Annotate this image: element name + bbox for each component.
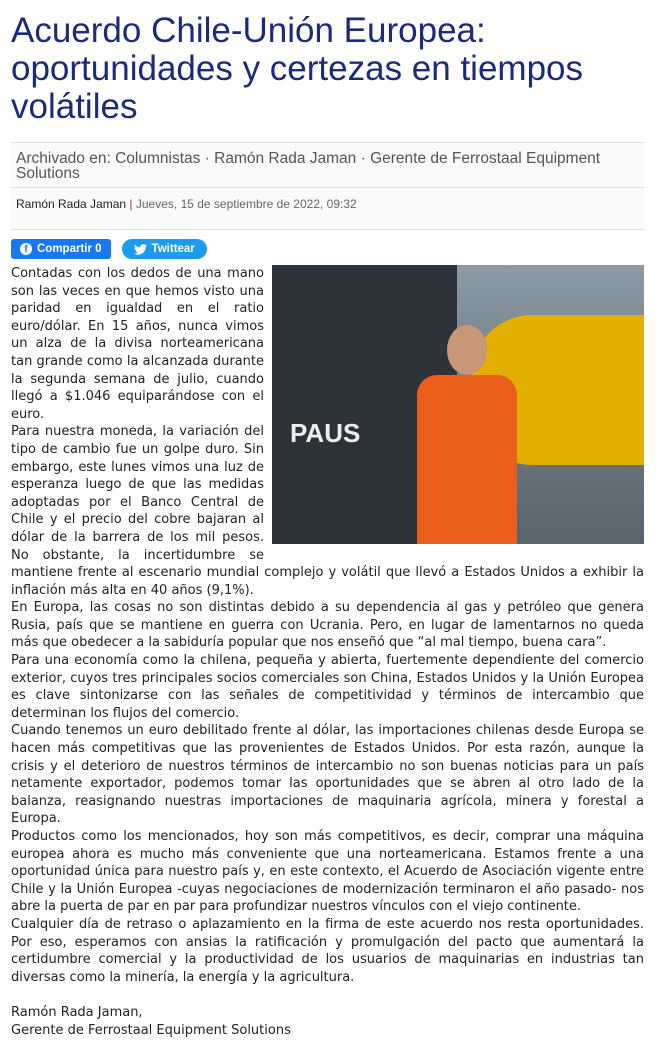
- signature-name: Ramón Rada Jaman,: [11, 1005, 143, 1021]
- paragraph: Para una economía como la chilena, pequeña y abierta, fuertemente dependiente del comercio exterior, cuyos tres principales socios comerciales son China, Estados Unidos y la Unión Europea es clave sintonizarse con las señales de competitividad y términos de intercambio que determinan los flujos del comercio.: [11, 653, 644, 721]
- facebook-share-button[interactable]: [11, 239, 111, 259]
- twitter-share-label: Twittear: [151, 243, 195, 255]
- facebook-icon: f: [20, 243, 32, 255]
- signature: [11, 1004, 644, 1039]
- page-title: Acuerdo Chile-Unión Europea: oportunidades y certezas en tiempos volátiles: [11, 11, 583, 126]
- twitter-bird-icon: [134, 244, 147, 255]
- share-bar: [11, 230, 644, 265]
- paragraph: Contadas con los dedos de una mano son las veces en que hemos visto una paridad en igualdad en el ratio euro/dólar. En 15 años, nunca vimos un alza de la divisa norteamericana tan grande como la alcanzada durante la segunda semana de julio, cuando llegó a $1.046 equiparándose con el euro.: [11, 266, 264, 422]
- person-figure: [412, 325, 522, 544]
- author-link[interactable]: Ramón Rada Jaman: [16, 197, 127, 211]
- paragraph: En Europa, las cosas no son distintas debido a su dependencia al gas y petróleo que genera Rusia, país que se mantiene en guerra con Ucrania. Pero, en lugar de lamentarnos no queda más que obedecer a la sabiduría popular que nos enseñó que “al mal tiempo, buena cara”.: [11, 600, 644, 651]
- signature-role: Gerente de Ferrostaal Equipment Solutions: [11, 1022, 291, 1038]
- article-photo: [272, 265, 644, 544]
- byline-separator: |: [129, 197, 133, 211]
- paragraph: Cualquier día de retraso o aplazamiento en la firma de este acuerdo nos resta oportunidades. Por eso, esperamos con ansias la ratificación y promulgación del pacto que aumentará la certidumbre comercial y la productividad de los usuarios de maquinarias en industrias tan diversas como la minería, la energía y la agricultura.: [11, 916, 644, 985]
- publish-date: Jueves, 15 de septiembre de 2022, 09:32: [135, 197, 357, 211]
- archived-in: Archivado en: Columnistas · Ramón Rada Jaman · Gerente de Ferrostaal Equipment Solutions: [11, 142, 644, 188]
- paus-logo: PAUS: [290, 418, 361, 448]
- paragraph: Para nuestra moneda, la variación del tipo de cambio fue un golpe duro. Sin embargo, este lunes vimos una luz de esperanza luego de que las medidas adoptadas por el Banco Central de Chile y el precio del cobre bajaran al dólar de la barrera de los mil pesos. No obstante, la incertidumbre se mantiene frente al escenario mundial complejo y volátil que llevó a Estados Unidos a exhibir la inflación más alta en 40 años (9,1%).: [11, 424, 644, 598]
- facebook-share-label: Compartir 0: [37, 243, 102, 255]
- byline: [11, 188, 644, 230]
- person-vest: [417, 375, 517, 544]
- paragraph: Cuando tenemos un euro debilitado frente al dólar, las importaciones chilenas desde Europa se hacen más competitivas que las provenientes de Estados Unidos. Por esta razón, aunque la crisis y el deterioro de nuestros términos de intercambio no son buenas noticias para un país netamente exportador, podemos tomar las oportunidades que se abren al otro lado de la balanza, reasignando nuestras importaciones de maquinaria agrícola, minera y forestal a Europa.: [11, 723, 644, 827]
- person-head: [447, 325, 487, 375]
- paragraph: Productos como los mencionados, hoy son más competitivos, es decir, comprar una máquina europea ahora es mucho más conveniente que una norteamericana. Estamos frente a una oportunidad única para nuestro país y, en este contexto, el Acuerdo de Asociación vigente entre Chile y la Unión Europea -cuyas negociaciones de modernización terminaron el año pasado- nos abre la puerta de par en par para profundizar nuestros vínculos con el viejo continente.: [11, 829, 644, 915]
- twitter-share-button[interactable]: [122, 239, 207, 259]
- article-body: [11, 265, 644, 986]
